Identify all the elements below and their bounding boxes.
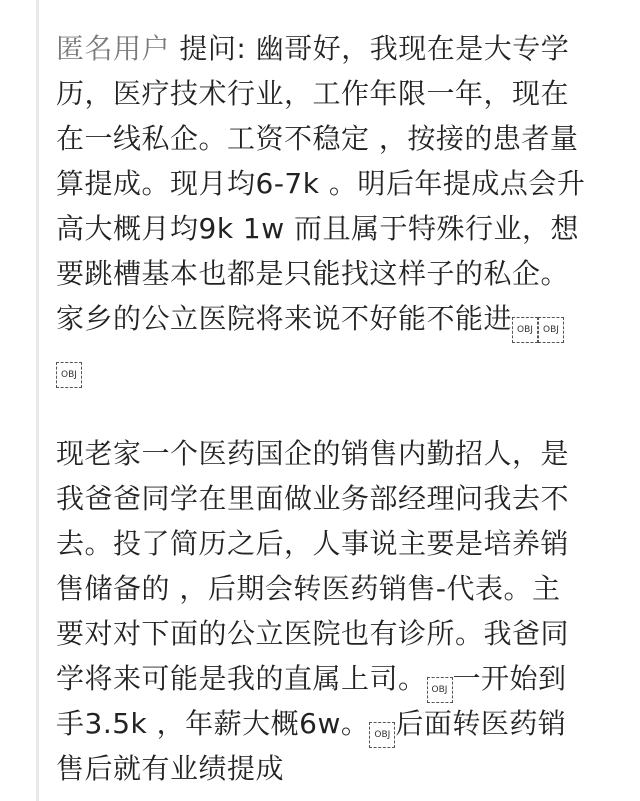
post-line: [56, 26, 628, 71]
post-line: 我爸爸同学在里面做业务部经理问我去不: [56, 482, 570, 515]
post-line: 去。投了简历之后，人事说主要是培养销: [56, 527, 570, 560]
obj-placeholder-icon: OBJ: [427, 677, 453, 703]
post-text: 家乡的公立医院将来说不好能不能进: [56, 302, 513, 335]
obj-placeholder-icon: OBJ: [538, 317, 564, 343]
post-line: 高大概月均9k 1w 而且属于特殊行业，想: [56, 212, 580, 245]
obj-placeholder-icon: OBJ: [369, 722, 395, 748]
post-line: 售后就有业绩提成: [56, 752, 285, 785]
obj-placeholder-icon: OBJ: [512, 317, 538, 343]
obj-placeholder-icon: OBJ: [56, 362, 82, 388]
post-text: 手3.5k ，年薪大概6w。: [56, 707, 370, 740]
post-text: 一开始到: [452, 662, 567, 695]
author-name[interactable]: 匿名用户: [56, 32, 171, 65]
post-text: 后面转医药销: [395, 707, 567, 740]
post-line: [56, 341, 628, 386]
post-text: 学将来可能是我的直属上司。: [56, 662, 427, 695]
post-line: 算提成。现月均6-7k 。明后年提成点会升: [56, 167, 586, 200]
post-line: [56, 701, 628, 746]
post-text: 提问: 幽哥好，我现在是大专学: [170, 32, 570, 65]
post-line: 要对对下面的公立医院也有诊所。我爸同: [56, 617, 570, 650]
post-line: [56, 656, 628, 701]
question-post: [56, 26, 628, 791]
quote-bar: [36, 0, 39, 801]
post-line: [56, 296, 628, 341]
post-line: 历，医疗技术行业，工作年限一年，现在: [56, 77, 570, 110]
post-line: 现老家一个医药国企的销售内勤招人，是: [56, 437, 570, 470]
post-line: 售储备的 ，后期会转医药销售-代表。主: [56, 572, 561, 605]
post-line: 要跳槽基本也都是只能找这样子的私企。: [56, 257, 570, 290]
paragraph-gap: [56, 386, 628, 431]
post-line: 在一线私企。工资不稳定 ，按接的患者量: [56, 122, 579, 155]
